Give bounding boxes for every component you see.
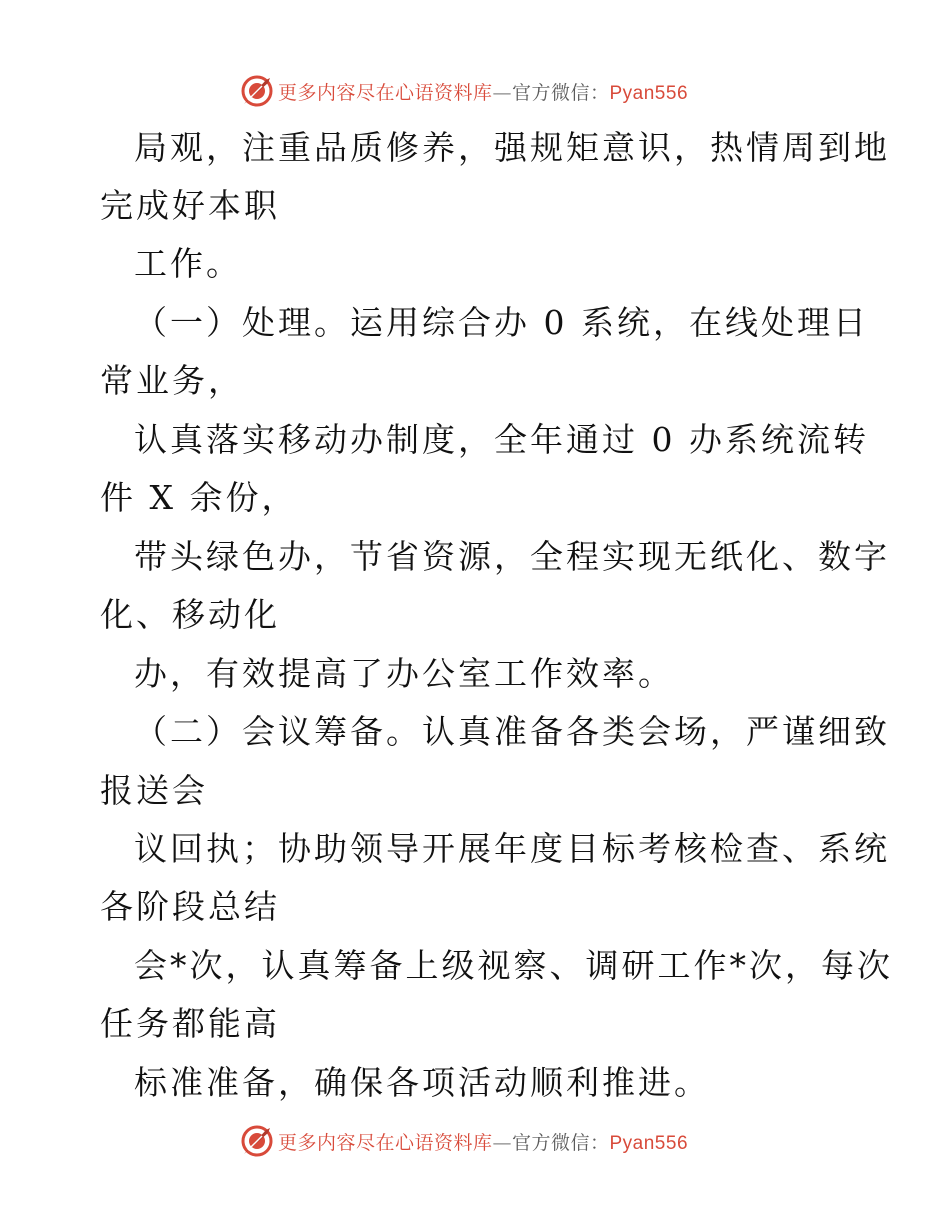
paragraph-line: 任务都能高	[100, 1004, 280, 1043]
paragraph-line: 工作。	[134, 244, 242, 283]
paragraph-line: 议回执；协助领导开展年度目标考核检查、系统	[134, 829, 890, 868]
paragraph-line: 认真落实移动办制度，全年通过 0 办系统流转	[134, 420, 869, 459]
paragraph-line: 常业务，	[100, 361, 244, 400]
watermark-main-text: 更多内容尽在心语资料库	[277, 81, 493, 104]
paragraph-line: 报送会	[100, 771, 208, 810]
quill-logo-icon	[240, 74, 274, 108]
watermark-separator: —	[492, 81, 512, 104]
watermark-main-text: 更多内容尽在心语资料库	[277, 1131, 493, 1154]
footer-watermark	[0, 1121, 950, 1161]
watermark-separator: —	[492, 1131, 512, 1154]
paragraph-line: 件 X 余份，	[100, 478, 298, 517]
paragraph-line: 化、移动化	[100, 595, 280, 634]
quill-logo-icon	[240, 1124, 274, 1158]
paragraph-line: 局观，注重品质修养，强规矩意识，热情周到地	[134, 128, 890, 167]
paragraph-line: 办，有效提高了办公室工作效率。	[134, 654, 674, 693]
paragraph-line: 会*次，认真筹备上级视察、调研工作*次，每次	[134, 946, 893, 985]
watermark-label: 官方微信：	[511, 81, 610, 104]
paragraph-line: 标准准备，确保各项活动顺利推进。	[134, 1063, 710, 1102]
paragraph-line: （一）处理。运用综合办 0 系统，在线处理日	[134, 303, 869, 342]
paragraph-line: 完成好本职	[100, 186, 280, 225]
header-watermark	[0, 71, 950, 111]
watermark-wechat-id: Pyan556	[609, 82, 689, 104]
paragraph-line: 各阶段总结	[100, 887, 280, 926]
watermark-wechat-id: Pyan556	[609, 1132, 689, 1154]
paragraph-line: 带头绿色办，节省资源，全程实现无纸化、数字	[134, 537, 890, 576]
watermark-label: 官方微信：	[511, 1131, 610, 1154]
paragraph-line: （二）会议筹备。认真准备各类会场，严谨细致	[134, 712, 890, 751]
